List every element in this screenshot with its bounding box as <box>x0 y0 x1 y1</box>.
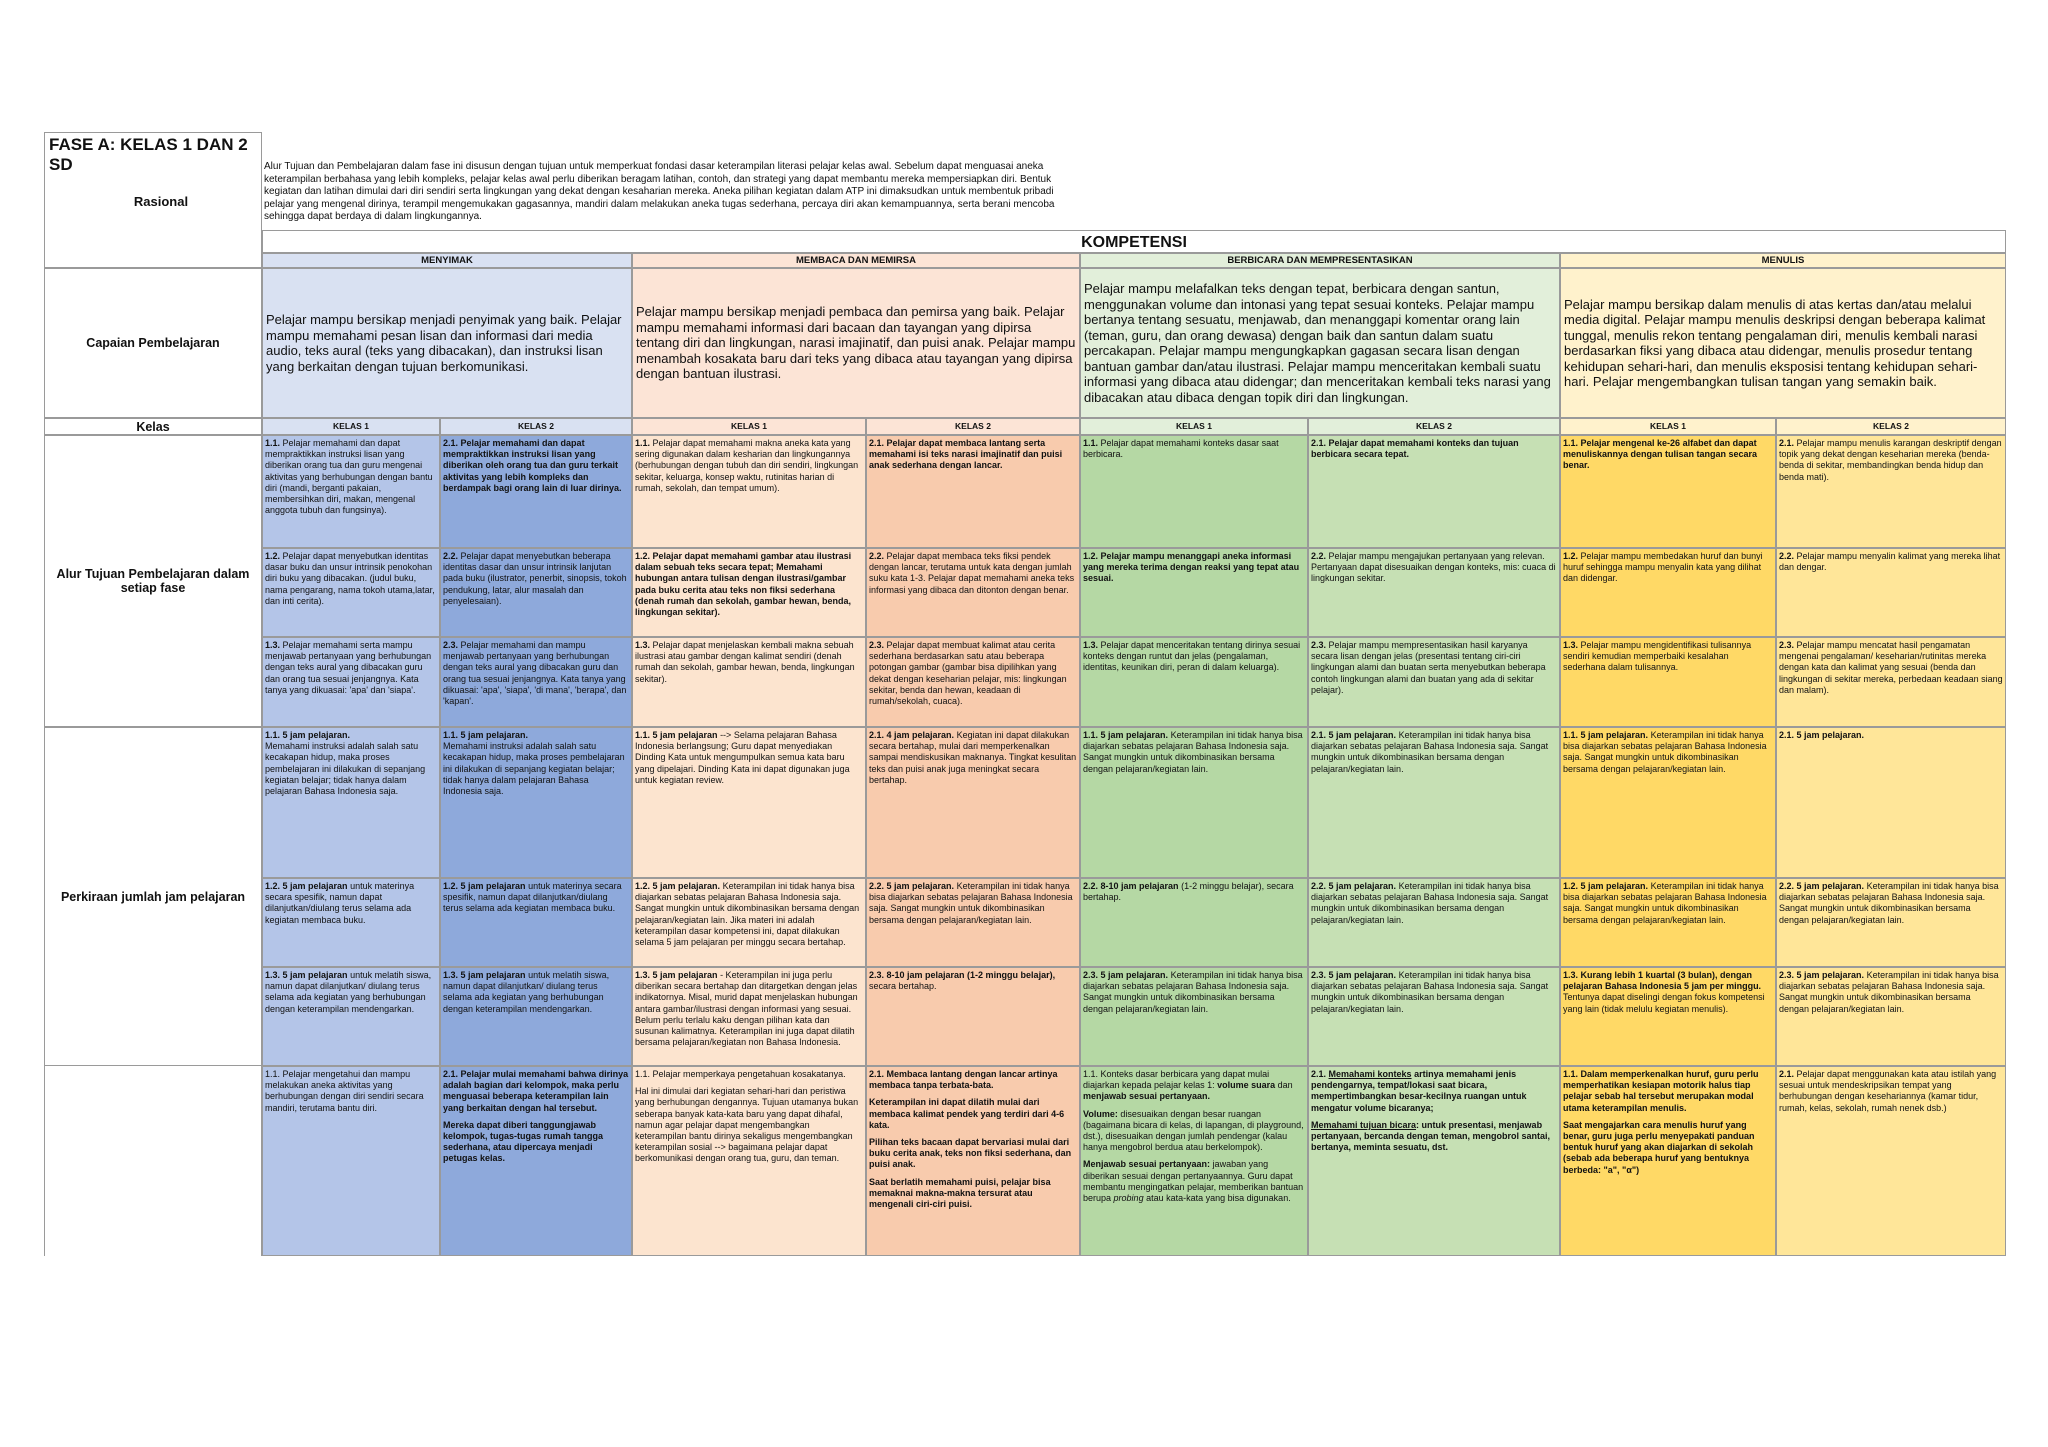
notes-membaca-k2: 2.1. Membaca lantang dengan lancar artinya membaca tanpa terbata-bata. Keterampilan ini dapat dilatih mulai dari membaca kalimat pendek yang terdiri dari 4-6 kata. Pilihan teks bacaan dapat bervariasi mulai dari buku cerita anak, teks non fiksi sederhana, dan puisi anak. Saat berlatih memahami puisi, pelajar bisa memaknai makna-makna tersurat atau mengenali ciri-ciri puisi. <box>866 1066 1080 1256</box>
atp-membaca-k2-1: 2.1. Pelajar dapat membaca lantang serta memahami isi teks narasi imajinatif dan puisi anak sederhana dengan lancar. <box>866 435 1080 548</box>
atp-membaca-k1-1: 1.1. Pelajar dapat memahami makna aneka kata yang sering digunakan dalam kesharian dan lingkungannya (berhubungan dengan tubuh dan diri sendiri, lingkungan sekitar, keluarga, konsep waktu, rutinitas harian di rumah, sekolah, dan tempat umum). <box>632 435 866 548</box>
notes-menulis-k2: 2.1. Pelajar dapat menggunakan kata atau istilah yang sesuai untuk mendeskripsikan tempat yang berhubungan dengan kesehariannya (kamar tidur, rumah, kelas, sekolah, rumah nenek dsb.) <box>1776 1066 2006 1256</box>
atp-berbicara-k1-2: 1.2. Pelajar mampu menanggapi aneka informasi yang mereka terima dengan reaksi yang tepat atau sesuai. <box>1080 548 1308 637</box>
jam-menulis-k2-2: 2.2. 5 jam pelajaran. Keterampilan ini tidak hanya bisa diajarkan sebatas pelajaran Bahasa Indonesia saja. Sangat mungkin untuk dikombinasikan bersama dengan pelajaran/kegiatan lain. <box>1776 878 2006 967</box>
atp-menyimak-k2-3: 2.3. Pelajar memahami dan mampu menjawab pertanyaan yang berhubungan dengan teks aural yang dibacakan guru dan orang tua sesuai jenjangnya. Kata tanya yang dikuasai: 'apa', 'siapa', 'di mana', 'berapa', dan 'kapan'. <box>440 637 632 727</box>
jam-berbicara-k1-1: 1.1. 5 jam pelajaran. Keterampilan ini tidak hanya bisa diajarkan sebatas pelajaran Bahasa Indonesia saja. Sangat mungkin untuk dikombinasikan bersama dengan pelajaran/kegiatan lain. <box>1080 727 1308 878</box>
kelas-label: Kelas <box>44 418 262 435</box>
jam-menulis-k2-1: 2.1. 5 jam pelajaran. <box>1776 727 2006 878</box>
jam-berbicara-k1-3: 2.3. 5 jam pelajaran. Keterampilan ini tidak hanya bisa diajarkan sebatas pelajaran Bahasa Indonesia saja. Sangat mungkin untuk dikombinasikan bersama dengan pelajaran/kegiatan lain. <box>1080 967 1308 1066</box>
cp-berbicara: Pelajar mampu melafalkan teks dengan tepat, berbicara dengan santun, menggunakan volume dan intonasi yang tepat sesuai konteks. Pelajar mampu bertanya tentang sesuatu, menjawab, dan menanggapi komentar orang lain (teman, guru, dan orang dewasa) dengan baik dan santun dalam suatu percakapan. Pelajar mampu mengungkapkan gagasan secara lisan dengan bantuan gambar dan/atau ilustrasi. Pelajar mampu menceritakan kembali suatu informasi yang dibaca atau didengar; dan menceritakan kembali teks narasi yang dibacakan atau dibaca dengan topik diri dan lingkungan. <box>1080 268 1560 418</box>
kelas1-header: KELAS 1 <box>632 418 866 435</box>
notes-membaca-k1: 1.1. Pelajar memperkaya pengetahuan kosakatanya. Hal ini dimulai dari kegiatan sehari-hari dan peristiwa yang berhubungan dengannya. Tujuan utamanya bukan seberapa banyak kata-kata baru yang dapat dihafal, namun agar pelajar dapat mengembangkan keterampilan bantu dirinya sekaligus mengembangkan keterampilan sosial --> bagaimana pelajar dapat berkomunikasi dengan orang tua, guru, dan teman. <box>632 1066 866 1256</box>
page-title: FASE A: KELAS 1 DAN 2 SD <box>44 132 262 156</box>
perkiraan-label: Perkiraan jumlah jam pelajaran <box>44 727 262 1066</box>
cp-membaca: Pelajar mampu bersikap menjadi pembaca dan pemirsa yang baik. Pelajar mampu memahami informasi dari bacaan dan tayangan yang dipirsa tentang diri dan lingkungan, narasi imajinatif, dan puisi anak. Pelajar mampu menambah kosakata baru dari teks yang dibaca atau tayangan yang dipirsa dengan bantuan ilustrasi. <box>632 268 1080 418</box>
atp-menulis-k1-2: 1.2. Pelajar mampu membedakan huruf dan bunyi huruf sehingga mampu menyalin kata yang dilihat dan didengar. <box>1560 548 1776 637</box>
notes-menyimak-k2: 2.1. Pelajar mulai memahami bahwa dirinya adalah bagian dari kelompok, maka perlu menguasai beberapa keterampilan lain yang berkaitan dengan hal tersebut. Mereka dapat diberi tanggungjawab kelompok, tugas-tugas rumah tangga sederhana, atau dipercaya menjadi petugas kelas. <box>440 1066 632 1256</box>
atp-membaca-k1-2: 1.2. Pelajar dapat memahami gambar atau ilustrasi dalam sebuah teks secara tepat; Memahami hubungan antara tulisan dengan ilustrasi/gambar pada buku cerita atau teks non fiksi sederhana (denah rumah dan sekolah, gambar hewan, benda, lingkungan sekitar). <box>632 548 866 637</box>
atp-menulis-k2-3: 2.3. Pelajar mampu mencatat hasil pengamatan mengenai pengalaman/ keseharian/rutinitas mereka dengan kata dan kalimat yang sesuai (benda dan lingkungan di sekitar mereka, perbedaan keadaan siang dan malam). <box>1776 637 2006 727</box>
atp-menulis-k2-2: 2.2. Pelajar mampu menyalin kalimat yang mereka lihat dan dengar. <box>1776 548 2006 637</box>
kelas1-header: KELAS 1 <box>1080 418 1308 435</box>
atp-berbicara-k1-3: 1.3. Pelajar dapat menceritakan tentang dirinya sesuai konteks dengan runtut dan jelas (pengalaman, identitas, keunikan diri, peran di dalam keluarga). <box>1080 637 1308 727</box>
jam-membaca-k1-3: 1.3. 5 jam pelajaran - Keterampilan ini juga perlu diberikan secara bertahap dan ditargetkan dengan jelas indikatornya. Misal, murid dapat menjelaskan hubungan antara gambar/ilustrasi dengan informasi yang sesuai. Belum perlu terlalu kaku dengan pilihan kata dan susunan kalimatnya. Keterampilan ini juga dapat dilatih bersama pelajaran/kegiatan non Bahasa Indonesia. <box>632 967 866 1066</box>
atp-menulis-k1-1: 1.1. Pelajar mengenal ke-26 alfabet dan dapat menuliskannya dengan tulisan tangan secara benar. <box>1560 435 1776 548</box>
atp-berbicara-k1-1: 1.1. Pelajar dapat memahami konteks dasar saat berbicara. <box>1080 435 1308 548</box>
jam-berbicara-k2-3: 2.3. 5 jam pelajaran. Keterampilan ini tidak hanya bisa diajarkan sebatas pelajaran Bahasa Indonesia saja. Sangat mungkin untuk dikombinasikan bersama dengan pelajaran/kegiatan lain. <box>1308 967 1560 1066</box>
jam-berbicara-k2-1: 2.1. 5 jam pelajaran. Keterampilan ini tidak hanya bisa diajarkan sebatas pelajaran Bahasa Indonesia saja. Sangat mungkin untuk dikombinasikan bersama dengan pelajaran/kegiatan lain. <box>1308 727 1560 878</box>
jam-menulis-k1-3: 1.3. Kurang lebih 1 kuartal (3 bulan), dengan pelajaran Bahasa Indonesia 5 jam per minggu. Tentunya dapat diselingi dengan fokus kompetensi yang lain (tidak melulu kegiatan menulis). <box>1560 967 1776 1066</box>
jam-menyimak-k1-3: 1.3. 5 jam pelajaran untuk melatih siswa, namun dapat dilanjutkan/ diulang terus selama ada kegiatan yang berhubungan dengan keterampilan mendengarkan. <box>262 967 440 1066</box>
jam-menulis-k2-3: 2.3. 5 jam pelajaran. Keterampilan ini tidak hanya bisa diajarkan sebatas pelajaran Bahasa Indonesia saja. Sangat mungkin untuk dikombinasikan bersama dengan pelajaran/kegiatan lain. <box>1776 967 2006 1066</box>
jam-menyimak-k2-1: 1.1. 5 jam pelajaran. Memahami instruksi adalah salah satu kecakapan hidup, maka proses pembelajaran ini dilakukan di sepanjang kegiatan belajar; tidak hanya dalam pelajaran Bahasa Indonesia saja. <box>440 727 632 878</box>
jam-menyimak-k1-1: 1.1. 5 jam pelajaran. Memahami instruksi adalah salah satu kecakapan hidup, maka proses pembelajaran ini dilakukan di sepanjang kegiatan belajar; tidak hanya dalam pelajaran Bahasa Indonesia saja. <box>262 727 440 878</box>
alur-label: Alur Tujuan Pembelajaran dalam setiap fase <box>44 435 262 727</box>
atp-berbicara-k2-2: 2.2. Pelajar mampu mengajukan pertanyaan yang relevan. Pertanyaan dapat disesuaikan dengan konteks, mis: cuaca di lingkungan sekitar. <box>1308 548 1560 637</box>
notes-label-cell <box>44 1066 262 1256</box>
rasional-label: Rasional <box>133 193 189 209</box>
kelas2-header: KELAS 2 <box>440 418 632 435</box>
domain-header-membaca: MEMBACA DAN MEMIRSA <box>632 253 1080 268</box>
cp-menulis: Pelajar mampu bersikap dalam menulis di atas kertas dan/atau melalui media digital. Pelajar mampu menulis deskripsi dengan beberapa kalimat tunggal, menulis rekon tentang pengalaman diri, menulis kembali narasi berdasarkan fiksi yang dibaca atau didengar, menulis prosedur tentang kehidupan sehari-hari, dan menulis eksposisi tentang kehidupan sehari-hari. Pelajar mengembangkan tulisan tangan yang semakin baik. <box>1560 268 2006 418</box>
jam-menulis-k1-2: 1.2. 5 jam pelajaran. Keterampilan ini tidak hanya bisa diajarkan sebatas pelajaran Bahasa Indonesia saja. Sangat mungkin untuk dikombinasikan bersama dengan pelajaran/kegiatan lain. <box>1560 878 1776 967</box>
jam-berbicara-k2-2: 2.2. 5 jam pelajaran. Keterampilan ini tidak hanya bisa diajarkan sebatas pelajaran Bahasa Indonesia saja. Sangat mungkin untuk dikombinasikan bersama dengan pelajaran/kegiatan lain. <box>1308 878 1560 967</box>
notes-menulis-k1: 1.1. Dalam memperkenalkan huruf, guru perlu memperhatikan kesiapan motorik halus tiap pelajar sebab hal tersebut merupakan modal utama keterampilan menulis. Saat mengajarkan cara menulis huruf yang benar, guru juga perlu menyepakati panduan bentuk huruf yang akan diajarkan di sekolah (sebab ada beberapa huruf yang bentuknya berbeda: "a", "α") <box>1560 1066 1776 1256</box>
atp-berbicara-k2-1: 2.1. Pelajar dapat memahami konteks dan tujuan berbicara secara tepat. <box>1308 435 1560 548</box>
kelas2-header: KELAS 2 <box>1308 418 1560 435</box>
kelas2-header: KELAS 2 <box>1776 418 2006 435</box>
kelas1-header: KELAS 1 <box>1560 418 1776 435</box>
domain-header-berbicara: BERBICARA DAN MEMPRESENTASIKAN <box>1080 253 1560 268</box>
notes-berbicara-k1: 1.1. Konteks dasar berbicara yang dapat mulai diajarkan kepada pelajar kelas 1: volume suara dan menjawab sesuai pertanyaan. Volume: disesuaikan dengan besar ruangan (bagaimana bicara di kelas, di lapangan, di playground, dst.), disesuaikan dengan jumlah pendengar (kalau hanya mengobrol berdua atau berkelompok). Menjawab sesuai pertanyaan: jawaban yang diberikan sesuai dengan pertanyaannya. Guru dapat membantu mengingatkan pelajar, memberikan bantuan berupa probing atau kata-kata yang bisa digunakan. <box>1080 1066 1308 1256</box>
kompetensi-header: KOMPETENSI <box>262 230 2006 253</box>
rasional-text: Alur Tujuan dan Pembelajaran dalam fase ini disusun dengan tujuan untuk memperkuat fondasi dasar keterampilan literasi pelajar kelas awal. Sebelum dapat menguasai aneka keterampilan berbahasa yang lebih kompleks, pelajar kelas awal perlu diberikan beragam latihan, contoh, dan strategi yang dapat membantu mereka mempersiapkan diri. Bentuk kegiatan dan latihan dimulai dari diri sendiri serta lingkungan yang dekat dengan kesaharian mereka. Aneka pilihan kegiatan dalam ATP ini dimaksudkan untuk membentuk pribadi pelajar yang mengenal dirinya, terampil mengemukakan gagasannya, mandiri dalam melakukan aneka tugas sederhana, percaya diri akan kemampuannya, serta berani mencoba sehingga dapat berdaya di dalam lingkungannya. <box>264 161 1055 222</box>
notes-berbicara-k2: 2.1. Memahami konteks artinya memahami jenis pendengarnya, tempat/lokasi saat bicara, mempertimbangkan besar-kecilnya ruangan untuk mengatur volume bicaranya; Memahami tujuan bicara: untuk presentasi, menjawab pertanyaan, bercanda dengan teman, mengobrol santai, bertanya, meminta sesuatu, dst. <box>1308 1066 1560 1256</box>
atp-menyimak-k2-1: 2.1. Pelajar memahami dan dapat mempraktikkan instruksi lisan yang diberikan oleh orang tua dan guru terkait aktivitas yang lebih kompleks dan berdampak bagi orang lain di luar dirinya. <box>440 435 632 548</box>
kelas2-header: KELAS 2 <box>866 418 1080 435</box>
jam-menyimak-k1-2: 1.2. 5 jam pelajaran untuk materinya secara spesifik, namun dapat dilanjutkan/diulang terus selama ada kegiatan membaca buku. <box>262 878 440 967</box>
rasional-label-cell <box>44 156 262 268</box>
atp-menyimak-k1-3: 1.3. Pelajar memahami serta mampu menjawab pertanyaan yang berhubungan dengan teks aural yang dibacakan guru dan orang tua sesuai jenjangnya. Kata tanya yang dikuasai: 'apa' dan 'siapa'. <box>262 637 440 727</box>
domain-header-menulis: MENULIS <box>1560 253 2006 268</box>
jam-menyimak-k2-3: 1.3. 5 jam pelajaran untuk melatih siswa, namun dapat dilanjutkan/ diulang terus selama ada kegiatan yang berhubungan dengan keterampilan mendengarkan. <box>440 967 632 1066</box>
jam-menyimak-k2-2: 1.2. 5 jam pelajaran untuk materinya secara spesifik, namun dapat dilanjutkan/diulang terus selama ada kegiatan membaca buku. <box>440 878 632 967</box>
kelas1-header: KELAS 1 <box>262 418 440 435</box>
atp-membaca-k2-2: 2.2. Pelajar dapat membaca teks fiksi pendek dengan lancar, terutama untuk kata dengan jumlah suku kata 1-3. Pelajar dapat memahami aneka teks informasi yang dibaca dan ditonton dengan benar. <box>866 548 1080 637</box>
atp-menulis-k1-3: 1.3. Pelajar mampu mengidentifikasi tulisannya sendiri kemudian memperbaiki kesalahan sederhana dalam tulisannya. <box>1560 637 1776 727</box>
atp-membaca-k2-3: 2.3. Pelajar dapat membuat kalimat atau cerita sederhana berdasarkan satu atau beberapa potongan gambar (gambar bisa dipilihkan yang dekat dengan keseharian pelajar, mis: lingkungan sekitar, benda dan hewan, keadaan di rumah/sekolah, cuaca). <box>866 637 1080 727</box>
domain-header-menyimak: MENYIMAK <box>262 253 632 268</box>
atp-berbicara-k2-3: 2.3. Pelajar mampu mempresentasikan hasil karyanya secara lisan dengan jelas (presentasi tentang ciri-ciri lingkungan alami dan buatan serta menyebutkan beberapa contoh lingkungan alami dan buatan yang ada di sekitar pelajar). <box>1308 637 1560 727</box>
jam-membaca-k2-1: 2.1. 4 jam pelajaran. Kegiatan ini dapat dilakukan secara bertahap, mulai dari memperkenalkan sampai mendiskusikan maknanya. Tingkat kesulitan teks dan puisi anak juga meningkat secara bertahap. <box>866 727 1080 878</box>
atp-menulis-k2-1: 2.1. Pelajar mampu menulis karangan deskriptif dengan topik yang dekat dengan keseharian mereka (benda-benda di sekitar, membandingkan benda hidup dan benda mati). <box>1776 435 2006 548</box>
atp-menyimak-k2-2: 2.2. Pelajar dapat menyebutkan beberapa identitas dasar dan unsur intrinsik lanjutan pada buku (ilustrator, penerbit, sinopsis, tokoh pendukung, latar, alur masalah dan penyelesaian). <box>440 548 632 637</box>
jam-membaca-k2-3: 2.3. 8-10 jam pelajaran (1-2 minggu belajar), secara bertahap. <box>866 967 1080 1066</box>
jam-membaca-k1-1: 1.1. 5 jam pelajaran --> Selama pelajaran Bahasa Indonesia berlangsung; Guru dapat menyediakan Dinding Kata untuk mengumpulkan semua kata baru yang dipelajari. Dinding Kata ini dapat digunakan juga untuk kegiatan review. <box>632 727 866 878</box>
atp-menyimak-k1-1: 1.1. Pelajar memahami dan dapat mempraktikkan instruksi lisan yang diberikan orang tua dan guru mengenai aktivitas yang berhubungan dengan bantu diri (mandi, berganti pakaian, membersihkan diri, makan, mengenal anggota tubuh dan fungsinya). <box>262 435 440 548</box>
cp-menyimak: Pelajar mampu bersikap menjadi penyimak yang baik. Pelajar mampu memahami pesan lisan dan informasi dari media audio, teks aural (teks yang dibacakan), dan instruksi lisan yang berkaitan dengan tujuan berkomunikasi. <box>262 268 632 418</box>
atp-menyimak-k1-2: 1.2. Pelajar dapat menyebutkan identitas dasar buku dan unsur intrinsik penokohan diri buku yang dibacakan. (judul buku, nama pengarang, nama tokoh utama,latar, dan inti cerita). <box>262 548 440 637</box>
notes-menyimak-k1: 1.1. Pelajar mengetahui dan mampu melakukan aneka aktivitas yang berhubungan dengan diri sendiri secara mandiri, terutama bantu diri. <box>262 1066 440 1256</box>
jam-berbicara-k1-2: 2.2. 8-10 jam pelajaran (1-2 minggu belajar), secara bertahap. <box>1080 878 1308 967</box>
capaian-label: Capaian Pembelajaran <box>44 268 262 418</box>
jam-membaca-k2-2: 2.2. 5 jam pelajaran. Keterampilan ini tidak hanya bisa diajarkan sebatas pelajaran Bahasa Indonesia saja. Sangat mungkin untuk dikombinasikan bersama dengan pelajaran/kegiatan lain. <box>866 878 1080 967</box>
jam-membaca-k1-2: 1.2. 5 jam pelajaran. Keterampilan ini tidak hanya bisa diajarkan sebatas pelajaran Bahasa Indonesia saja. Sangat mungkin untuk dikombinasikan bersama dengan pelajaran/kegiatan lain. Jika materi ini adalah keterampilan dasar kompetensi ini, dapat dilakukan selama 5 jam pelajaran per minggu secara bertahap. <box>632 878 866 967</box>
atp-membaca-k1-3: 1.3. Pelajar dapat menjelaskan kembali makna sebuah ilustrasi atau gambar dengan kalimat sendiri (denah rumah dan sekolah, gambar hewan, benda, lingkungan sekitar). <box>632 637 866 727</box>
jam-menulis-k1-1: 1.1. 5 jam pelajaran. Keterampilan ini tidak hanya bisa diajarkan sebatas pelajaran Bahasa Indonesia saja. Sangat mungkin untuk dikombinasikan bersama dengan pelajaran/kegiatan lain. <box>1560 727 1776 878</box>
